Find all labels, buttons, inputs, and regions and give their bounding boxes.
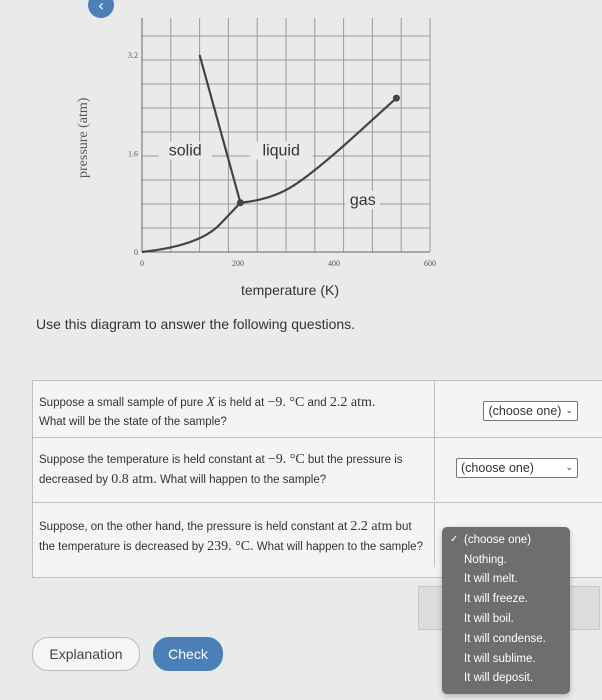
back-chevron-glyph: ‹ <box>97 0 105 15</box>
chevron-down-icon: ⌄ <box>565 406 573 416</box>
menu-option-nothing[interactable]: Nothing. <box>464 554 507 566</box>
menu-option-deposit[interactable]: It will deposit. <box>464 672 534 684</box>
triple-point-marker <box>237 199 244 206</box>
pressure-change-select[interactable] <box>456 458 578 478</box>
x-tick-label: 200 <box>232 259 244 268</box>
select-value: (choose one) <box>488 404 562 418</box>
question-row-2 <box>32 438 602 503</box>
y-tick-label: 3.2 <box>128 51 138 60</box>
temperature-change-dropdown-menu[interactable] <box>442 527 570 694</box>
region-label-liquid: liquid <box>262 142 300 160</box>
x-tick-label: 400 <box>328 259 340 268</box>
chevron-down-icon: ⌄ <box>565 463 573 473</box>
state-select[interactable] <box>483 401 578 421</box>
explanation-button[interactable]: Explanation <box>32 637 140 671</box>
question-text-2: Suppose the temperature is held constant at −9. °C but the pressure is decreased by 0.8 atm. What will happen to the sample? <box>33 438 435 500</box>
phase-boundary-solid-liquid <box>200 55 241 203</box>
x-axis-label: temperature (K) <box>240 282 340 298</box>
question-text-1: Suppose a small sample of pure X is held at −9. °C and 2.2 atm. What will be the state of the sample? <box>33 381 435 442</box>
instructions: Use this diagram to answer the following questions. <box>36 316 356 332</box>
region-label-solid: solid <box>168 142 202 160</box>
y-axis-label: pressure (atm) <box>76 97 91 178</box>
y-tick-label: 1.6 <box>128 149 138 159</box>
menu-option-condense[interactable]: It will condense. <box>464 633 546 645</box>
x-tick-label: 600 <box>424 259 436 268</box>
menu-option-melt[interactable]: It will melt. <box>464 573 518 585</box>
menu-option-boil[interactable]: It will boil. <box>464 613 514 625</box>
region-label-gas: gas <box>349 191 376 209</box>
y-tick-label: 0 <box>134 248 138 257</box>
checkmark-icon: ✓ <box>450 534 459 545</box>
critical-point-marker <box>393 95 400 102</box>
phase-boundary-solid-gas <box>142 203 240 252</box>
menu-option-freeze[interactable]: It will freeze. <box>464 593 528 605</box>
menu-option-sublime[interactable]: It will sublime. <box>464 653 536 665</box>
check-button[interactable]: Check <box>153 637 223 671</box>
question-text-3: Suppose, on the other hand, the pressure is held constant at 2.2 atm but the temperature is decreased by 239. °C. What will happen to the sample? <box>33 503 435 567</box>
question-row-1 <box>32 381 602 438</box>
select-value: (choose one) <box>461 461 534 475</box>
menu-option-choose-one[interactable]: ✓ (choose one) <box>450 534 532 546</box>
x-tick-label: 0 <box>140 259 144 268</box>
